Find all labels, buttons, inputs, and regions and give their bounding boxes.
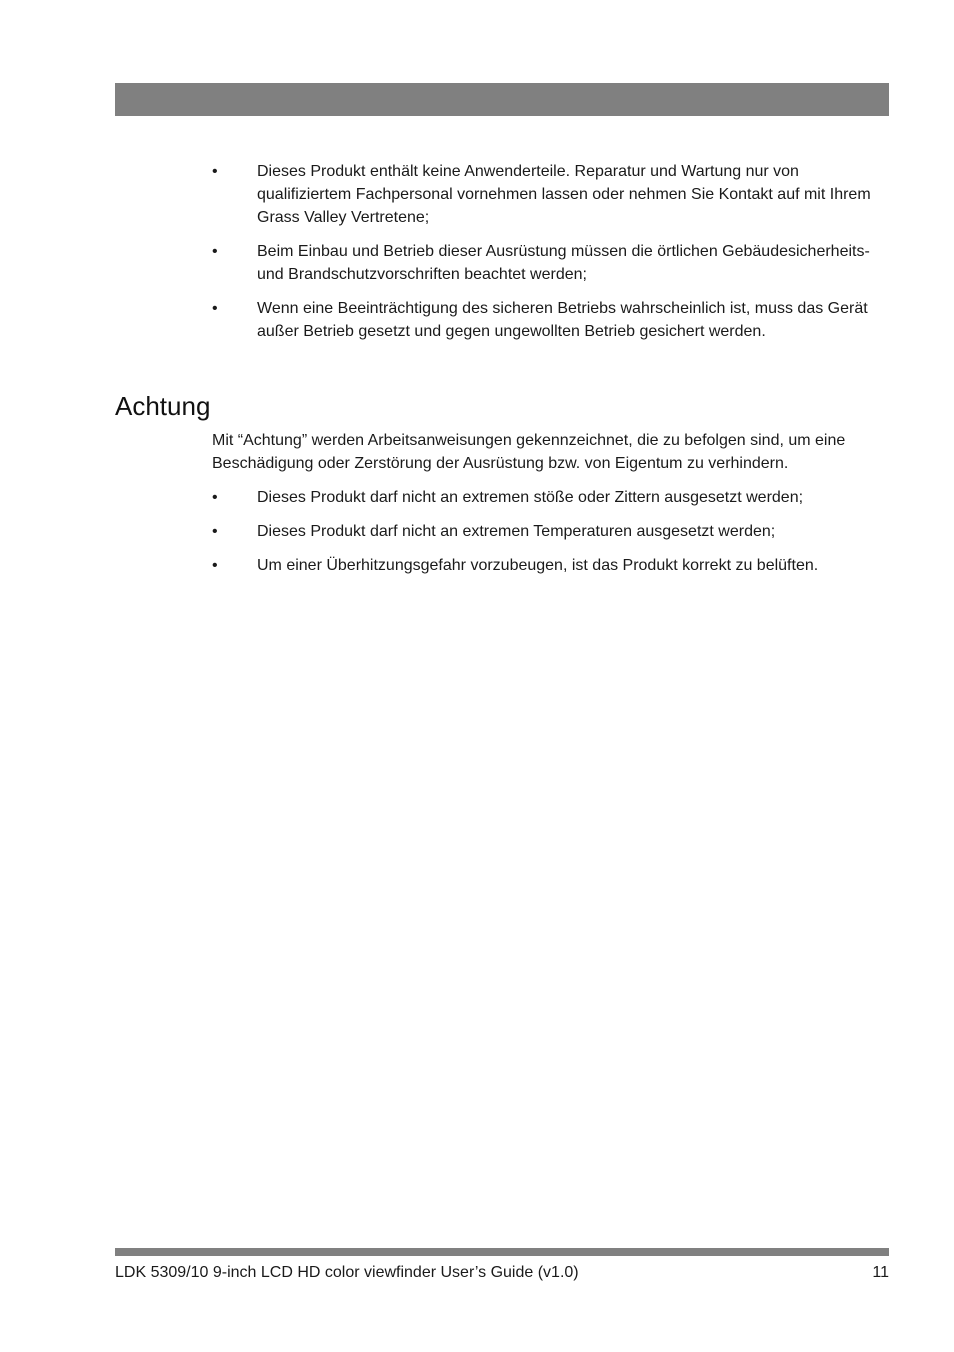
bullet-icon: • (212, 243, 218, 260)
list-item (212, 486, 889, 509)
list-item (212, 240, 889, 286)
header-rule (115, 83, 889, 116)
list-item-text: Um einer Überhitzungsgefahr vorzubeugen, ist das Produkt korrekt zu belüften. (257, 557, 819, 574)
list-item-text: Wenn eine Beeinträchtigung des sicheren Betriebs wahrscheinlich ist, muss das Gerät außer Betrieb gesetzt und gegen ungewollten Betrieb gesichert werden. (257, 300, 868, 340)
list-item (212, 520, 889, 543)
page-number: 11 (872, 1264, 889, 1281)
footer-rule (115, 1248, 889, 1256)
list-item (212, 160, 889, 229)
list-item-text: Dieses Produkt enthält keine Anwenderteile. Reparatur und Wartung nur von qualifiziertem Fachpersonal vornehmen lassen oder nehmen Sie Kontakt auf mit Ihrem Grass Valley Vertretene; (257, 163, 871, 226)
list-item (212, 554, 889, 577)
bullet-icon: • (212, 489, 218, 506)
top-bullet-list (115, 160, 889, 343)
list-item-text: Dieses Produkt darf nicht an extremen Temperaturen ausgesetzt werden; (257, 523, 776, 540)
list-item-text: Beim Einbau und Betrieb dieser Ausrüstung müssen die örtlichen Gebäudesicherheits- und Brandschutzvorschriften beachtet werden; (257, 243, 870, 283)
footer-doc-title: LDK 5309/10 9-inch LCD HD color viewfinder User’s Guide (v1.0) (115, 1264, 579, 1281)
list-item-text: Dieses Produkt darf nicht an extremen stöße oder Zittern ausgesetzt werden; (257, 489, 804, 506)
page-footer (115, 1262, 889, 1284)
bullet-icon: • (212, 300, 218, 317)
page-content (115, 160, 889, 588)
section-title: Achtung (115, 391, 211, 421)
list-item (212, 297, 889, 343)
section-bullet-list (115, 486, 889, 577)
section-intro: Mit “Achtung” werden Arbeitsanweisungen gekennzeichnet, die zu befolgen sind, um eine Beschädigung oder Zerstörung der Ausrüstung bzw. von Eigentum zu verhindern. (212, 432, 846, 472)
bullet-icon: • (212, 557, 218, 574)
bullet-icon: • (212, 163, 218, 180)
bullet-icon: • (212, 523, 218, 540)
